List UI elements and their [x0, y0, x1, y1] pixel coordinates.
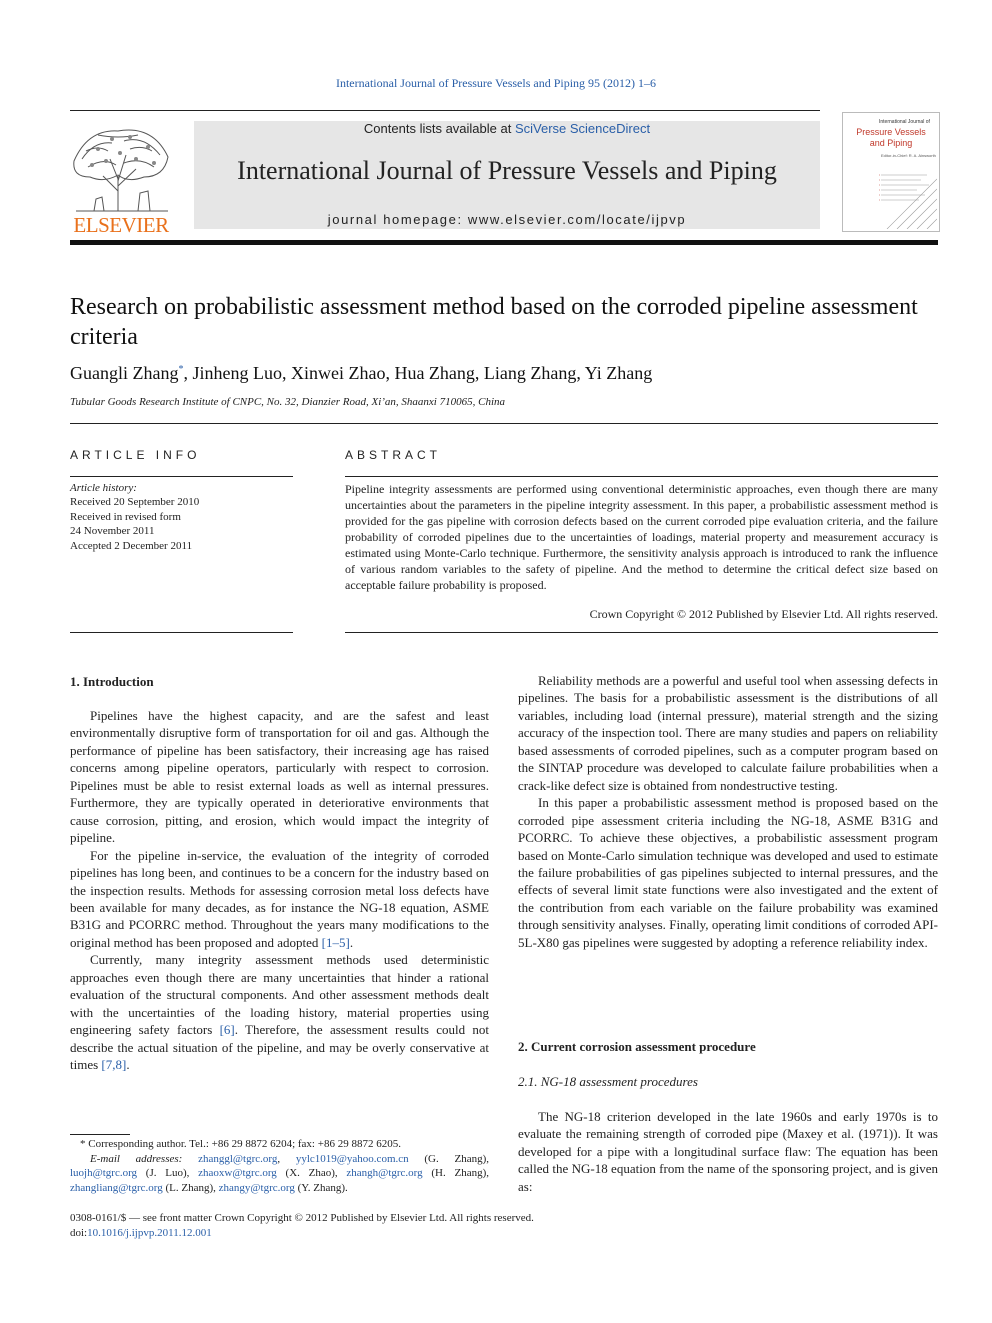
article-info-heading: ARTICLE INFO	[70, 448, 201, 462]
sciencedirect-link[interactable]: SciVerse ScienceDirect	[514, 121, 651, 136]
header-top-rule	[70, 110, 820, 111]
cover-title: Pressure Vessels and Piping	[856, 127, 926, 148]
footnotes	[70, 1137, 489, 1195]
author-list	[70, 363, 938, 384]
email-link[interactable]: luojh@tgrc.org	[70, 1167, 138, 1180]
journal-reference[interactable]: International Journal of Pressure Vessels and Piping 95 (2012) 1–6	[335, 76, 657, 90]
journal-homepage[interactable]: journal homepage: www.elsevier.com/locate/ijpvp	[327, 212, 687, 227]
abstract-rule-bottom	[345, 632, 938, 633]
header-thick-rule	[70, 240, 938, 245]
other-authors: , Jinheng Luo, Xinwei Zhao, Hua Zhang, Liang Zhang, Yi Zhang	[183, 363, 653, 383]
corresponding-author-note: * Corresponding author. Tel.: +86 29 8872 6204; fax: +86 29 8872 6205.	[80, 1138, 401, 1150]
email-link[interactable]: zhanggl@tgrc.org	[198, 1152, 278, 1165]
intro-p2-end: .	[349, 934, 354, 950]
doi-line	[70, 1227, 212, 1239]
article-info-rule-bottom	[70, 632, 293, 633]
email-separator: (G. Zhang),	[408, 1152, 489, 1165]
abstract-copyright: Crown Copyright © 2012 Published by Elsevier Ltd. All rights reserved.	[589, 607, 938, 621]
abstract-heading: ABSTRACT	[345, 448, 442, 462]
article-title: Research on probabilistic assessment method based on the corroded pipeline assessment criteria	[70, 294, 918, 350]
history-revised-date: 24 November 2011	[70, 525, 155, 538]
history-accepted: Accepted 2 December 2011	[70, 539, 193, 552]
email-separator: (X. Zhao),	[276, 1167, 347, 1180]
ng18-paragraph: The NG-18 criterion developed in the late 1960s and early 1970s is to evaluate the remaining strength of corroded pipe (Maxey et al. (1971)). It was developed for a pipe with a longitudinal surface flaw: The equation has been called the NG-18 equation from the name of the sponsoring project, and is given as:	[518, 1109, 938, 1194]
email-link[interactable]: zhangy@tgrc.org	[218, 1181, 295, 1194]
email-label: E-mail addresses:	[90, 1152, 183, 1165]
email-separator: ,	[277, 1152, 296, 1165]
history-revised: Received in revised form	[70, 510, 181, 523]
journal-title: International Journal of Pressure Vessels and Piping	[237, 156, 777, 185]
contents-prefix: Contents lists available at	[363, 121, 515, 136]
journal-cover-thumbnail	[842, 112, 940, 232]
intro-paragraph-4: Reliability methods are a powerful and useful tool when assessing defects in pipelines. The basis for a probabilistic assessment is the distributions of all variables, including load (internal pressure), material strength and the sizing accuracy of the inspection tool. There are many studies and papers on reliability based assessments of corroded pipelines, such as a computer program based on the SINTAP procedure was developed to calculate failure probabilities when a crack-like defect size is obtained from nondestructive testing.	[518, 673, 938, 793]
section-1-heading: 1. Introduction	[70, 674, 154, 689]
doi-label: doi:	[70, 1227, 88, 1239]
section-2-heading: 2. Current corrosion assessment procedure	[518, 1039, 756, 1054]
article-info-rule-top	[70, 476, 293, 477]
section-2-1-heading: 2.1. NG-18 assessment procedures	[518, 1074, 698, 1089]
email-separator: (J. Luo),	[137, 1167, 199, 1180]
intro-paragraph-5: In this paper a probabilistic assessment method is proposed based on the corroded pipe assessment criteria including the NG-18, ASME B31G and PCORRC. To achieve these objectives, a probabilistic assessment program based on Monte-Carlo simulation technique was developed and used to estimate the failure probabilities of gas pipelines subjected to internal pressures, and the effects of several limit state functions were also investigated and the extent of the contribution from each variable on the failure probability was examined through sensitivity analyses. Finally, operating limit conditions of corroded API-5L-X80 gas pipelines were suggested by adopting a reference reliability index.	[518, 795, 938, 950]
abstract-text: Pipeline integrity assessments are performed using conventional deterministic approaches, even though there are many uncertainties about the parameters in the pipeline integrity assessment. In this paper, a probabilistic assessment method is provided for the gas pipeline with corrosion defects based on the current corroded pipe evaluation criteria, and the failure probability of corroded pipelines due to the uncertainties of loadings, material property and measurement accuracy is estimated using Monte-Carlo technique. Furthermore, the sensitivity analysis approach is introduced to rank the influence of various random variables to the safety of pipeline. And the method to determine the critical defect size based on acceptable failure probability is proposed.	[345, 482, 938, 592]
cover-small-text: International Journal of	[879, 119, 930, 125]
citation-6[interactable]: [6]	[219, 1022, 235, 1038]
affiliation: Tubular Goods Research Institute of CNPC, No. 32, Dianzier Road, Xi’an, Shaanxi 710065, China	[70, 396, 506, 408]
citation-7-8[interactable]: [7,8]	[101, 1057, 127, 1073]
intro-paragraph-2	[70, 847, 489, 952]
email-link[interactable]: zhangh@tgrc.org	[346, 1167, 423, 1180]
email-separator: (Y. Zhang).	[294, 1181, 348, 1194]
abstract-rule-top	[345, 476, 938, 477]
history-received: Received 20 September 2010	[70, 496, 200, 509]
intro-p2-text: For the pipeline in-service, the evaluation of the integrity of corroded pipelines has long been, and continues to be a concern for the industry based on the inspection results. Methods for assessing corrosion metal loss defects have been available for many decades, as for instance the NG-18 equation, ASME B31G and PCORRC method. Throughout the years many modifications to the original method has been proposed and adopted	[70, 847, 489, 950]
cover-editor: Editor-in-Chief: R. A. Ainsworth	[881, 153, 936, 158]
email-separator: (H. Zhang),	[422, 1167, 490, 1180]
intro-p3-text-1: Currently, many integrity assessment methods used deterministic approaches even though there are many uncertainties that hinder a rational evaluation of the structural components. And other assessment methods dealt with the uncertainties of the loading history, material properties using engineering safety factors	[70, 952, 489, 1038]
email-link[interactable]: zhaoxw@tgrc.org	[198, 1167, 277, 1180]
intro-p3-end: .	[126, 1057, 130, 1073]
email-link[interactable]: zhangliang@tgrc.org	[70, 1181, 163, 1194]
email-link[interactable]: yylc1019@yahoo.com.cn	[295, 1152, 409, 1165]
contents-line	[194, 121, 820, 136]
front-matter-line: 0308-0161/$ — see front matter Crown Copyright © 2012 Published by Elsevier Ltd. All rights reserved.	[70, 1212, 534, 1224]
email-addresses	[70, 1152, 489, 1196]
corresponding-author-mark[interactable]: *	[178, 364, 184, 375]
intro-paragraph-1: Pipelines have the highest capacity, and are the safest and least environmentally disruptive form of transportation for oil and gas. Although the performance of pipeline has been satisfactory, their increasing age has raised concerns among pipeline operators, particularly with respect to corrosion. Pipelines must be able to resist external loads as well as internal pressures. Furthermore, they are typically operated in deteriorative environments that cause corrosion, pitting, and erosion, which would impact the integrity of pipeline.	[70, 708, 489, 846]
intro-paragraph-3	[70, 951, 489, 1073]
doi-link[interactable]: 10.1016/j.ijpvp.2011.12.001	[87, 1227, 212, 1239]
article-history-label: Article history:	[70, 482, 137, 494]
intro-p3-text-2: . Therefore, the assessment results could not describe the actual situation of the pipeline, and may be overly conservative at times	[70, 1022, 489, 1073]
citation-1-5[interactable]: [1–5]	[321, 934, 350, 950]
elsevier-wordmark: ELSEVIER	[73, 213, 169, 237]
cover-decoration-icon	[877, 169, 937, 229]
footnote-rule	[70, 1134, 130, 1135]
email-separator: (L. Zhang),	[162, 1181, 219, 1194]
left-column	[70, 707, 489, 1074]
affiliation-rule	[70, 423, 938, 424]
first-author[interactable]: Guangli Zhang	[70, 363, 179, 383]
article-history	[70, 481, 293, 553]
right-column	[518, 672, 938, 951]
section-2-1-body	[518, 1108, 938, 1195]
